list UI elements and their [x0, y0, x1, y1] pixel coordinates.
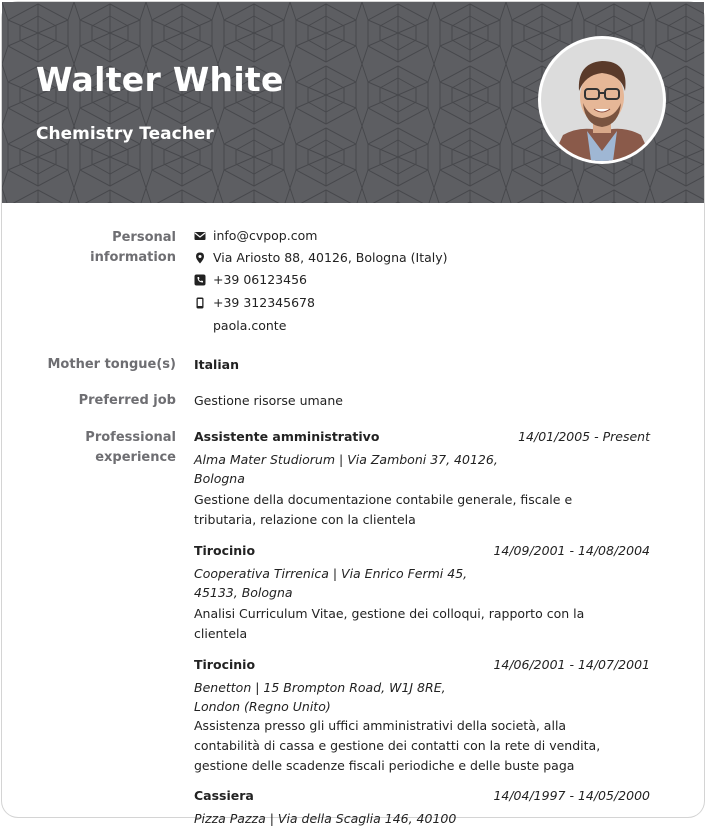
- job-description: Assistenza presso gli uffici amministrativi della società, alla contabilità di cassa e gestione dei contatti con la rete di vendita, gestione delle scadenze fiscali periodiche e delle buste paga: [194, 718, 601, 773]
- address-text: Via Ariosto 88, 40126, Bologna (Italy): [213, 250, 448, 265]
- profile-photo: [538, 36, 666, 164]
- job-dates: 14/04/1997 - 14/05/2000: [493, 788, 650, 803]
- contact-list: [194, 227, 650, 337]
- envelope-icon: [194, 230, 206, 242]
- avatar: [541, 39, 663, 161]
- cv-name: Walter White: [36, 60, 284, 99]
- job-title: Assistente amministrativo: [194, 429, 380, 444]
- job-title: Tirocinio: [194, 657, 256, 672]
- email-text: info@cvpop.com: [213, 228, 318, 243]
- preferred-job-value: Gestione risorse umane: [194, 393, 343, 408]
- job-place: Alma Mater Studiorum | Via Zamboni 37, 40126, Bologna: [194, 452, 498, 486]
- mother-tongue-value: Italian: [194, 357, 239, 372]
- mother-tongue-label: Mother tongue(s): [47, 357, 176, 372]
- job-description: Gestione della documentazione contabile generale, fiscale e tributaria, relazione con la clientela: [194, 492, 573, 527]
- cv-header: [2, 2, 704, 203]
- job-place: Benetton | 15 Brompton Road, W1J 8RE, London (Regno Unito): [194, 680, 446, 714]
- mobile-icon: [194, 297, 206, 309]
- preferred-job-label: Preferred job: [78, 393, 176, 408]
- map-pin-icon: [194, 252, 206, 264]
- phone-text: +39 06123456: [213, 272, 307, 287]
- job-dates: 14/09/2001 - 14/08/2004: [493, 543, 650, 558]
- job-dates: 14/01/2005 - Present: [518, 429, 650, 444]
- experience-label: Professional experience: [85, 430, 176, 465]
- mobile-text: +39 312345678: [213, 295, 315, 310]
- job-dates: 14/06/2001 - 14/07/2001: [493, 657, 650, 672]
- experience-list: [194, 428, 650, 828]
- job-description: Analisi Curriculum Vitae, gestione dei colloqui, rapporto con la clientela: [194, 606, 585, 641]
- cv-job-title: Chemistry Teacher: [36, 124, 214, 144]
- username-text: paola.conte: [213, 318, 287, 333]
- job-title: Tirocinio: [194, 543, 256, 558]
- job-title: Cassiera: [194, 788, 254, 803]
- phone-icon: [194, 274, 206, 286]
- cv-body: [2, 203, 704, 826]
- personal-info-label: Personal information: [90, 230, 176, 265]
- job-place: Cooperativa Tirrenica | Via Enrico Fermi 45, 45133, Bologna: [194, 566, 468, 600]
- job-place: Pizza Pazza | Via della Scaglia 146, 40100: [194, 811, 457, 826]
- cv-card: [2, 2, 704, 826]
